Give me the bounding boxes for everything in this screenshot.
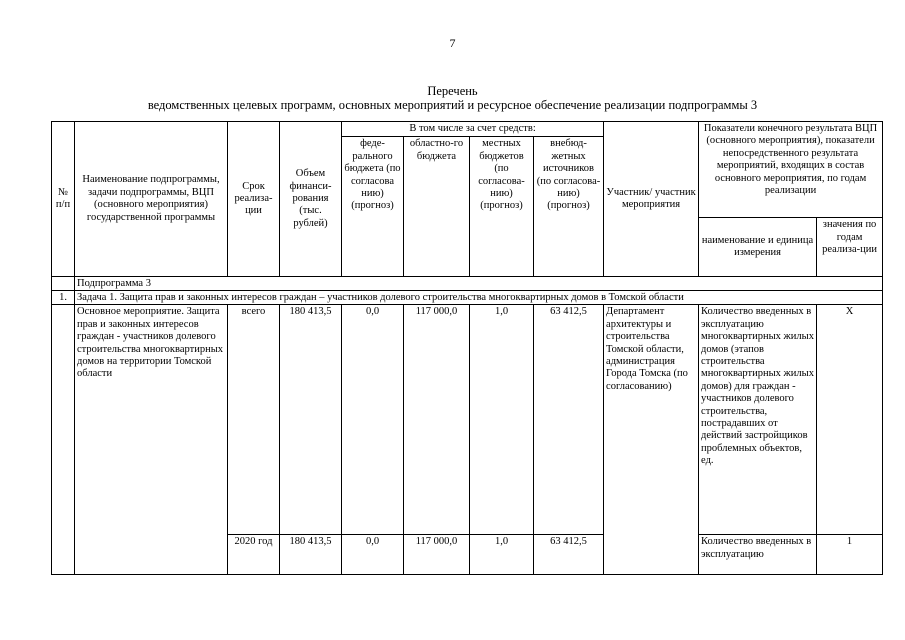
participant: Департамент архитектуры и строительства Томской области, администрация Города Томска (по согласованию) xyxy=(604,305,699,575)
header-participant: Участник/ участник мероприятия xyxy=(604,122,699,277)
program-table xyxy=(51,121,883,575)
row-extra: 63 412,5 xyxy=(534,535,604,575)
header-name: Наименование подпрограммы, задачи подпрограммы, ВЦП (основного мероприятия) государственной программы xyxy=(75,122,228,277)
header-indicators: Показатели конечного результата ВЦП (основного мероприятия), показатели непосредственного результата мероприятий, входящих в состав основного мероприятия, по годам реализации xyxy=(699,122,883,218)
row-local: 1,0 xyxy=(470,535,534,575)
header-num: № п/п xyxy=(52,122,75,277)
row-indicator: Количество введенных в эксплуатацию xyxy=(699,535,817,575)
table-row xyxy=(52,305,883,535)
document-subtitle: ведомственных целевых программ, основных мероприятий и ресурсное обеспечение реализации подпрограммы 3 xyxy=(147,98,758,112)
row-federal: 0,0 xyxy=(342,305,404,535)
row-term: всего xyxy=(228,305,280,535)
row-regional: 117 000,0 xyxy=(404,535,470,575)
task-label: Задача 1. Защита прав и законных интересов граждан – участников долевого строительства многоквартирных домов в Томской области xyxy=(75,291,883,305)
event-name: Основное мероприятие. Защита прав и законных интересов граждан - участников долевого строительства многоквартирных домов на территории Томской области xyxy=(75,305,228,575)
row-volume: 180 413,5 xyxy=(280,535,342,575)
row-regional: 117 000,0 xyxy=(404,305,470,535)
header-regional: областно-го бюджета xyxy=(404,137,470,277)
header-indicator-values: значения по годам реализа-ции xyxy=(817,218,883,277)
row-extra: 63 412,5 xyxy=(534,305,604,535)
header-extra: внебюд-жетных источников (по согласова-нию) (прогноз) xyxy=(534,137,604,277)
header-term: Срок реализа-ции xyxy=(228,122,280,277)
task-number: 1. xyxy=(52,291,75,305)
row-value: X xyxy=(817,305,883,535)
header-local: местных бюджетов (по согласова-нию) (прогноз) xyxy=(470,137,534,277)
header-volume: Объем финанси-рования (тыс. рублей) xyxy=(280,122,342,277)
document-title: Перечень xyxy=(427,84,478,98)
row-local: 1,0 xyxy=(470,305,534,535)
row-federal: 0,0 xyxy=(342,535,404,575)
subprogram-label: Подпрограмма 3 xyxy=(75,277,883,291)
row-volume: 180 413,5 xyxy=(280,305,342,535)
header-indicator-name: наименование и единица измерения xyxy=(699,218,817,277)
header-including: В том числе за счет средств: xyxy=(342,122,604,137)
row-indicator: Количество введенных в эксплуатацию многоквартирных жилых домов (этапов строительства многоквартирных жилых домов) для граждан - участников долевого строительства, пострадавших от действий застройщиков проблемных объектов, ед. xyxy=(699,305,817,535)
row-term: 2020 год xyxy=(228,535,280,575)
page-number: 7 xyxy=(449,36,456,50)
header-federal: феде-рального бюджета (по согласова нию) (прогноз) xyxy=(342,137,404,277)
row-value: 1 xyxy=(817,535,883,575)
